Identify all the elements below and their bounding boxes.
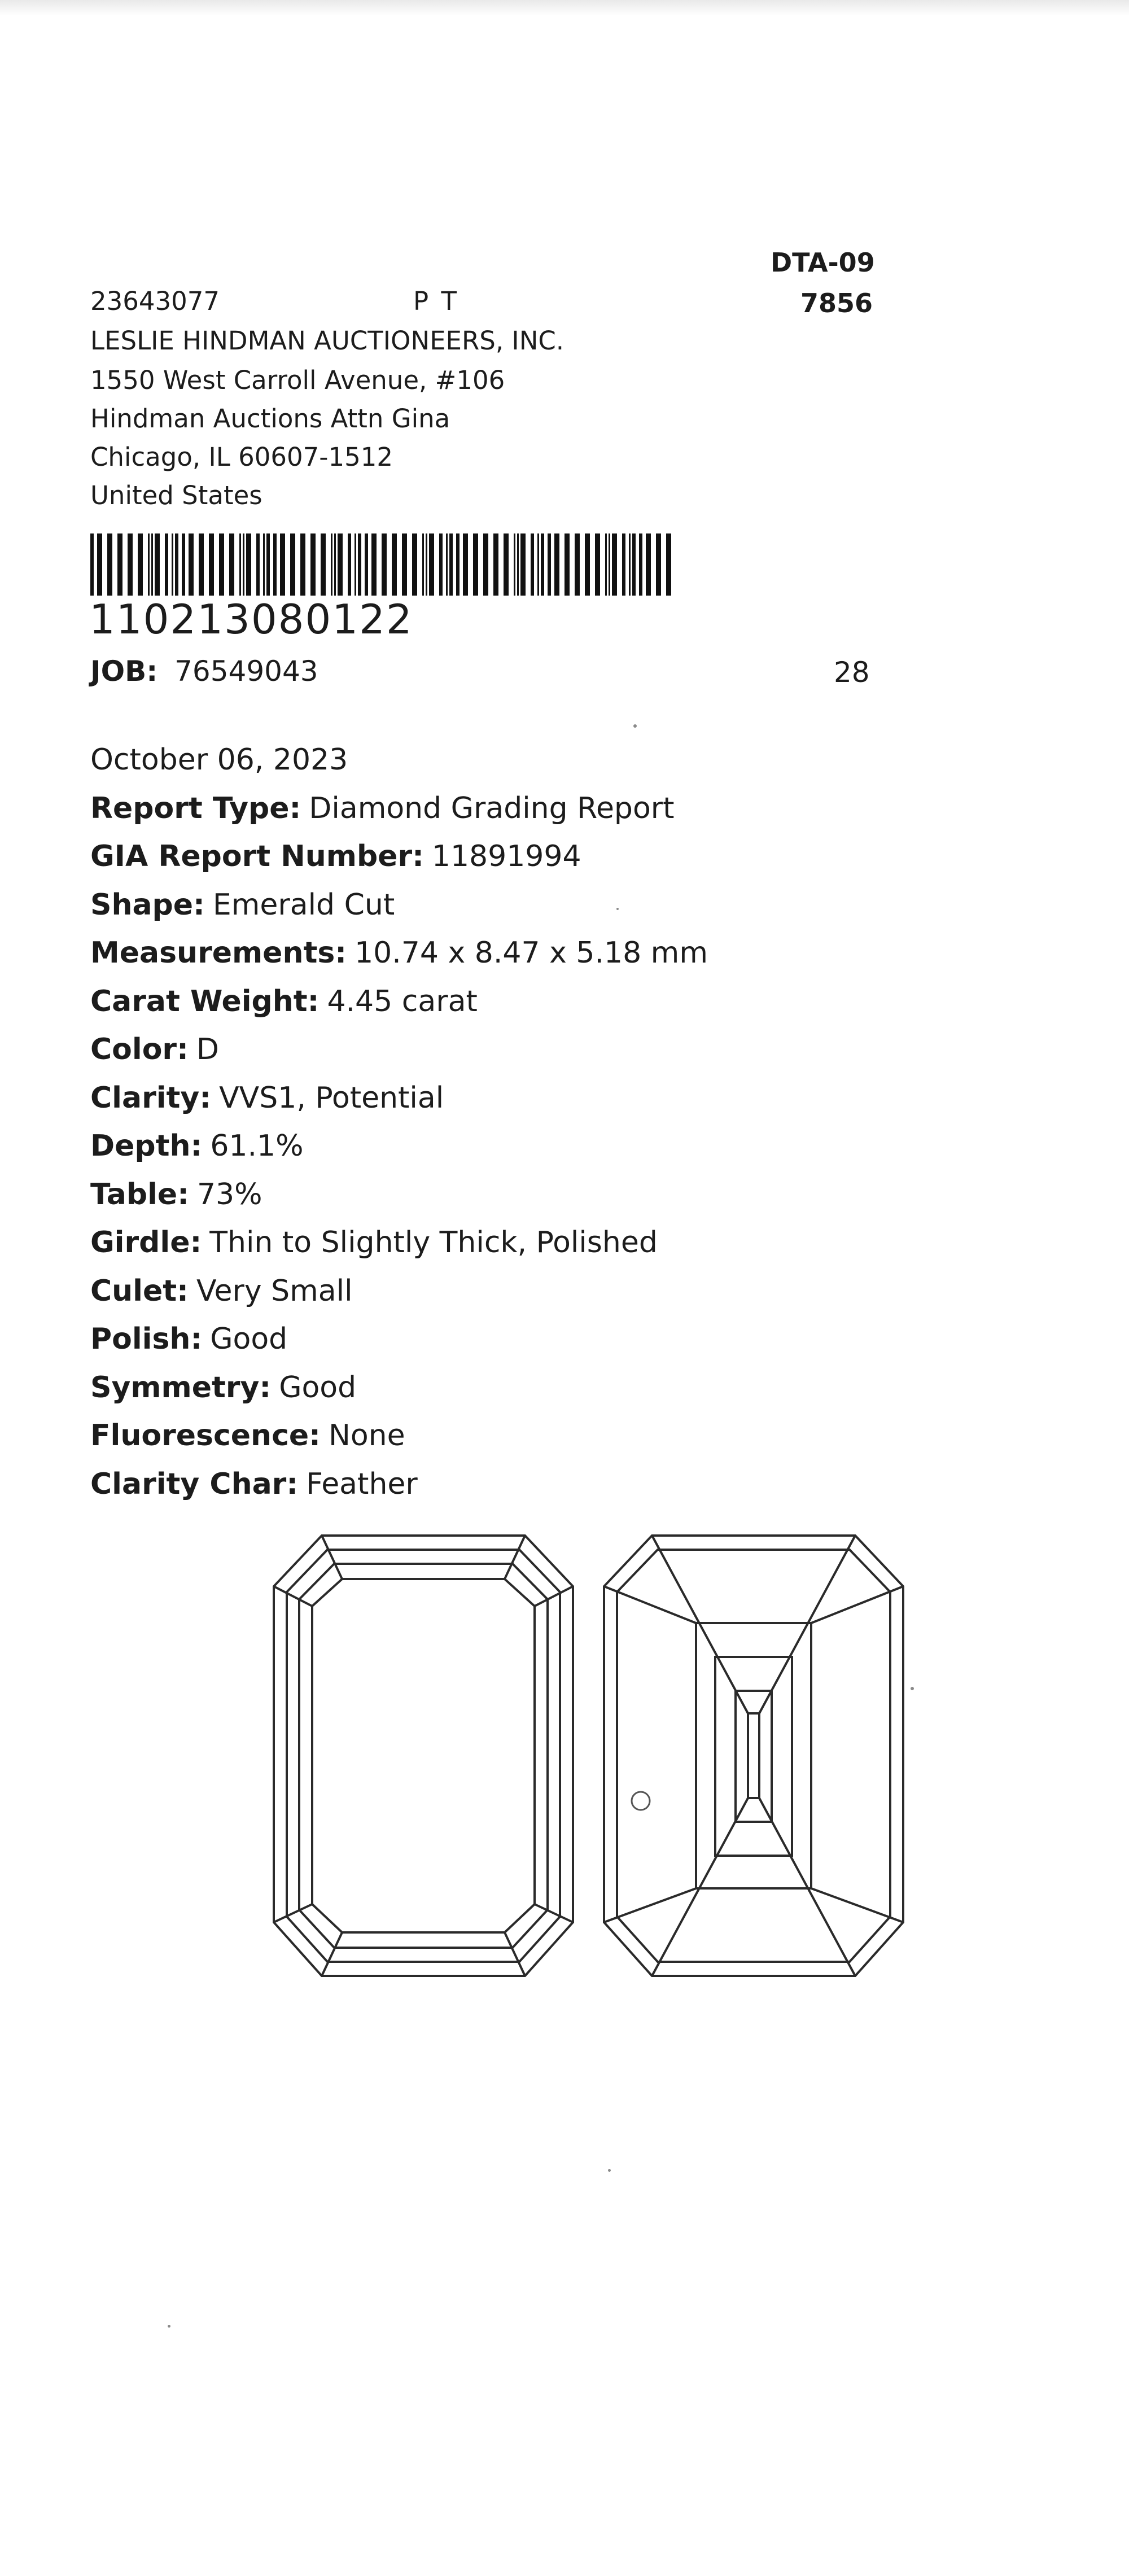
field-table — [90, 1171, 708, 1219]
field-gia-report-number — [90, 833, 708, 881]
field-label: Polish: — [90, 1322, 203, 1356]
field-value: D — [196, 1033, 219, 1066]
field-value: 61.1% — [210, 1129, 304, 1163]
field-value: Good — [279, 1370, 357, 1405]
right-number: 7856 — [800, 288, 873, 318]
paper-speck — [633, 724, 637, 728]
field-clarity-characteristics — [90, 1460, 708, 1509]
report-date: October 06, 2023 — [90, 743, 348, 777]
report-fields — [90, 736, 708, 1508]
field-value: Diamond Grading Report — [309, 791, 675, 825]
field-label: Color: — [90, 1033, 189, 1066]
field-carat-weight — [90, 978, 708, 1026]
address-line-2: 1550 West Carroll Avenue, #106 — [90, 365, 505, 395]
field-label: Culet: — [90, 1274, 189, 1308]
field-label: Girdle: — [90, 1226, 202, 1259]
paper-speck — [911, 1687, 914, 1690]
field-value: 4.45 carat — [327, 984, 478, 1018]
right-code: DTA-09 — [771, 247, 875, 278]
field-label: Table: — [90, 1177, 189, 1212]
field-value: Very Small — [196, 1274, 353, 1308]
field-report-type — [90, 785, 708, 833]
crown-view-diagram — [265, 1533, 581, 1979]
field-symmetry — [90, 1364, 708, 1412]
address-line-4: Chicago, IL 60607-1512 — [90, 442, 393, 472]
field-label: Report Type: — [90, 791, 301, 825]
field-label: Shape: — [90, 887, 205, 922]
paper-speck — [616, 908, 619, 910]
field-label: Fluorescence: — [90, 1419, 321, 1453]
field-label: Measurements: — [90, 936, 347, 970]
field-label: Depth: — [90, 1129, 203, 1163]
field-label: GIA Report Number: — [90, 839, 424, 873]
field-value: Feather — [306, 1467, 418, 1501]
field-depth — [90, 1122, 708, 1171]
field-value: 73% — [196, 1177, 262, 1212]
field-polish — [90, 1315, 708, 1364]
field-value: 10.74 x 8.47 x 5.18 mm — [355, 936, 708, 970]
field-value: Emerald Cut — [212, 887, 395, 922]
field-color — [90, 1026, 708, 1074]
field-culet — [90, 1267, 708, 1316]
page-top-edge — [0, 0, 1129, 16]
feather-inclusion-icon — [632, 1792, 650, 1810]
field-value: Good — [210, 1322, 288, 1356]
address-line-5: United States — [90, 480, 262, 510]
field-label: Symmetry: — [90, 1370, 272, 1405]
paper-speck — [168, 2325, 170, 2328]
field-value: None — [328, 1419, 405, 1453]
field-label: Clarity: — [90, 1081, 212, 1115]
field-measurements — [90, 929, 708, 978]
address-line-3: Hindman Auctions Attn Gina — [90, 404, 450, 434]
field-clarity — [90, 1074, 708, 1123]
address-line-1: LESLIE HINDMAN AUCTIONEERS, INC. — [90, 326, 564, 356]
barcode-number: 110213080122 — [89, 596, 413, 643]
field-girdle — [90, 1219, 708, 1267]
barcode-image — [90, 533, 677, 596]
job-number: 76549043 — [174, 655, 318, 688]
paper-speck — [608, 2169, 611, 2172]
report-code: P T — [413, 286, 459, 316]
field-fluorescence — [90, 1412, 708, 1460]
client-number: 23643077 — [90, 286, 220, 316]
job-line — [90, 655, 318, 688]
field-label: Carat Weight: — [90, 984, 320, 1018]
field-label: Clarity Char: — [90, 1467, 299, 1501]
field-value: VVS1, Potential — [219, 1081, 444, 1115]
page-count: 28 — [834, 656, 870, 689]
field-value: 11891994 — [431, 839, 581, 873]
field-shape — [90, 881, 708, 930]
pavilion-view-diagram — [596, 1533, 912, 1979]
field-value: Thin to Slightly Thick, Polished — [209, 1226, 658, 1259]
job-label: JOB: — [90, 655, 158, 688]
